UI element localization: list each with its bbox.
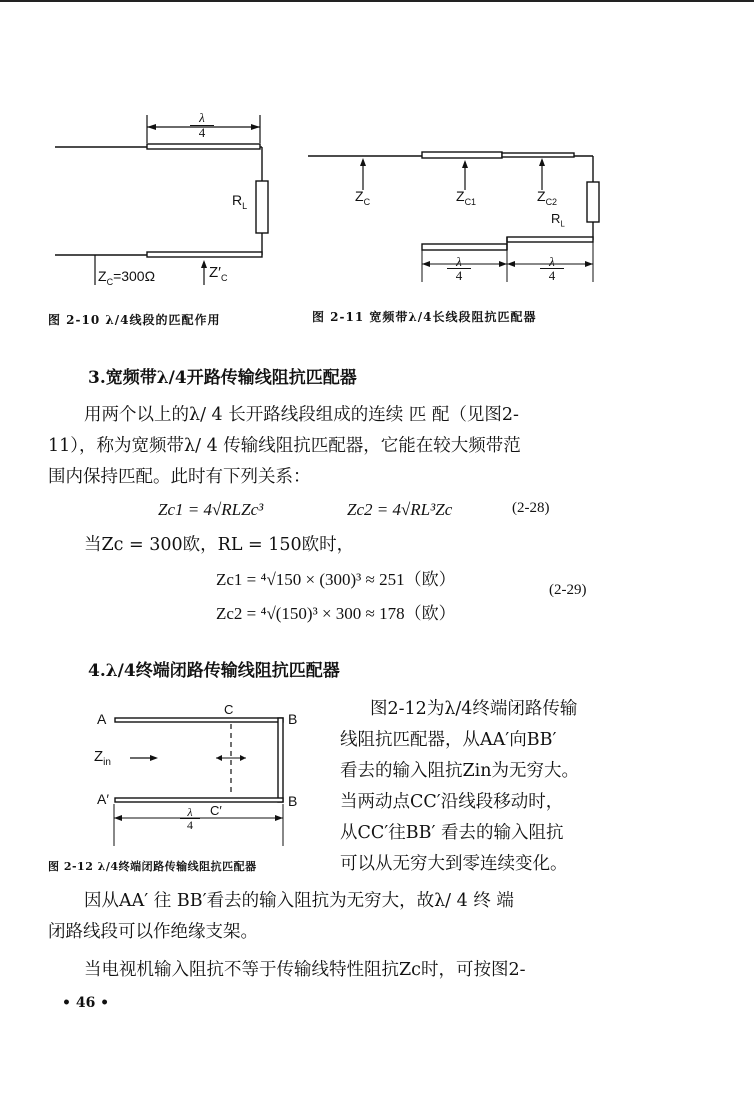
section-3-heading: 3.宽频带λ/4开路传输线阻抗匹配器 xyxy=(88,368,357,388)
fig12-c-prime-label: C′ xyxy=(210,803,222,818)
section-4-side-text xyxy=(340,694,579,880)
fig10-rl-label: $R_L$ xyxy=(232,192,248,211)
section-3-para-line-1: 用两个以上的λ/ 4 长开路线段组成的连续 匹 配（见图2- xyxy=(84,405,519,425)
fig10-zc-label: $Z_C=300\Omega$ xyxy=(98,268,156,287)
section-3-when-line: 当Zc = 300欧，RL = 150欧时， xyxy=(84,535,355,555)
equation-2-28-b: Zc2 = 4√RL³Zc xyxy=(347,500,453,519)
section-3-para-line-2: 11），称为宽频带λ/ 4 传输线阻抗匹配器，它能在较大频带范 xyxy=(48,436,521,456)
equation-zc2: Zc2 = ⁴√(150)³ × 300 ≈ 178（欧） xyxy=(216,604,456,623)
fig11-zc-label: $Z_C$ xyxy=(355,188,371,207)
top-border xyxy=(0,0,754,2)
side-line-4: 当两动点CC′沿线段移动时， xyxy=(340,792,564,812)
figure-2-12 xyxy=(90,700,320,850)
fig11-lambda-fraction-2: λ 4 xyxy=(540,255,564,282)
equation-2-28-a: Zc1 = 4√RLZc³ xyxy=(158,500,264,519)
equation-2-29-number: (2-29) xyxy=(549,582,587,598)
equation-zc1: Zc1 = ⁴√150 × (300)³ ≈ 251（欧） xyxy=(216,570,456,589)
fig10-lambda-den: 4 xyxy=(198,125,206,140)
fig12-lambda-fraction: λ 4 xyxy=(180,806,200,831)
fig11-lambda-fraction-1: λ 4 xyxy=(447,255,471,282)
figure-2-10 xyxy=(40,105,290,300)
equation-2-28-number: (2-28) xyxy=(512,500,550,516)
fig11-rl-label: $R_L$ xyxy=(551,211,565,229)
side-line-5: 从CC′往BB′ 看去的输入阻抗 xyxy=(340,823,564,843)
fig11-caption: 图 2-11 宽频带λ/4长线段阻抗匹配器 xyxy=(312,310,537,324)
fig12-a-prime-label: A′ xyxy=(97,791,109,807)
fig12-b-label: B xyxy=(288,711,298,727)
section-4-para2-line-2: 闭路线段可以作绝缘支架。 xyxy=(48,922,258,942)
side-line-1: 图2-12为λ/4终端闭路传输 xyxy=(370,699,578,719)
section-4-para2-line-1: 因从AA′ 往 BB′看去的输入阻抗为无穷大，故λ/ 4 终 端 xyxy=(84,891,514,911)
fig12-a-label: A xyxy=(97,711,107,727)
fig10-lambda-fraction xyxy=(190,111,214,140)
fig12-c-label: C xyxy=(224,702,234,717)
side-line-3: 看去的输入阻抗Zin为无穷大。 xyxy=(340,761,580,781)
fig12-zin-label: $Z_{in}$ xyxy=(94,748,111,768)
section-3-para-line-3: 围内保持匹配。此时有下列关系： xyxy=(48,467,311,487)
fig11-zc2-label: $Z_{C2}$ xyxy=(537,188,558,207)
page-number: • 46 • xyxy=(62,995,110,1011)
fig10-zc-prime-label: $Z'_C$ xyxy=(209,264,228,283)
section-4-para3-line-1: 当电视机输入阻抗不等于传输线特性阻抗Zc时，可按图2- xyxy=(84,960,526,980)
section-4-heading: 4.λ/4终端闭路传输线阻抗匹配器 xyxy=(88,661,340,681)
fig10-caption: 图 2-10 λ/4线段的匹配作用 xyxy=(48,313,221,327)
fig11-zc1-label: $Z_{C1}$ xyxy=(456,188,477,207)
fig10-lambda-num: λ xyxy=(190,111,214,126)
fig12-b-prime-label: B xyxy=(288,793,298,809)
fig12-caption: 图 2-12 λ/4终端闭路传输线阻抗匹配器 xyxy=(48,860,257,873)
side-line-2: 线阻抗匹配器，从AA′向BB′ xyxy=(340,730,557,750)
side-line-6: 可以从无穷大到零连续变化。 xyxy=(340,854,568,874)
